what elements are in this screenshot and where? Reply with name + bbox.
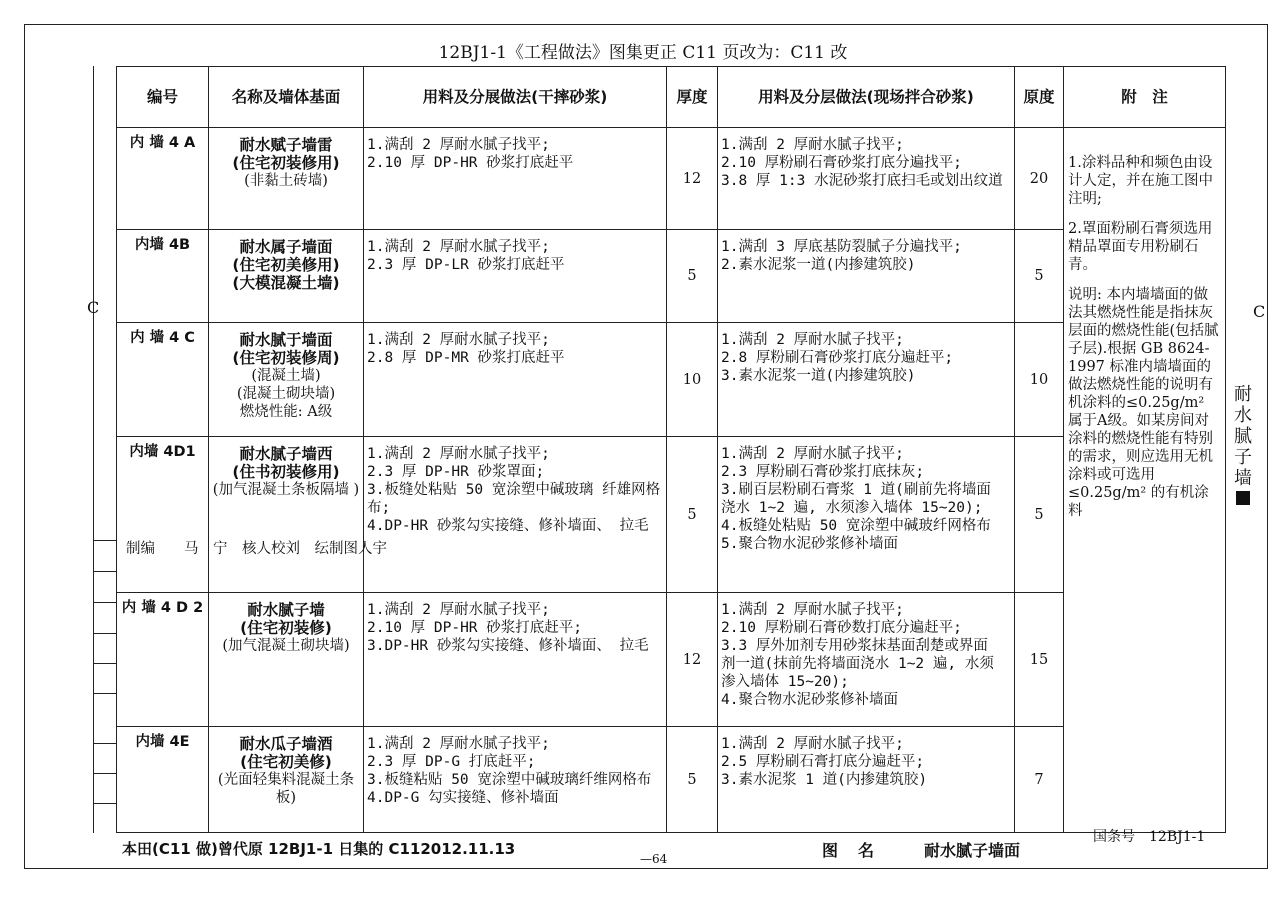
row-name-title: (住宅初装修) — [240, 619, 332, 637]
vertical-label-char: 耐 — [1234, 384, 1252, 405]
site-step: 3.8 厚 1:3 水泥砂浆打底扫毛或划出纹道 — [721, 173, 1003, 189]
dry-step: 3.板缝粘贴 50 宽涂塑中碱玻璃纤维网格布 — [367, 772, 652, 788]
row-code-text: 内墙 4B — [134, 237, 191, 253]
margin-tick — [93, 693, 117, 694]
row-thickness — [667, 323, 718, 437]
table-header-row — [117, 67, 1226, 128]
row-name-base: (混凝土砌块墙) — [236, 386, 336, 402]
row-name — [209, 323, 364, 437]
row-code-text: 内墙 4E — [135, 734, 190, 750]
row-site-method — [718, 128, 1015, 230]
note-paragraph: 1.涂料品种和频色由设计人定，并在施工图中注明; — [1068, 155, 1213, 207]
dry-step: 4.DP-HR 砂浆勾实接缝、修补墙面、 拉毛 — [367, 518, 649, 534]
row-thickness-2 — [1015, 128, 1064, 230]
thickness-value: 5 — [1034, 506, 1044, 523]
row-code — [117, 593, 209, 727]
dry-step: 2.8 厚 DP-MR 砂浆打底赶平 — [367, 350, 565, 366]
table-row — [117, 323, 1226, 437]
row-name — [209, 727, 364, 833]
header-notes: 附 注 — [1064, 67, 1226, 128]
row-site-method — [718, 230, 1015, 323]
margin-tick — [93, 540, 117, 541]
row-code-text: 内 墙 4 D 2 — [121, 600, 204, 616]
row-name-base: (光面轻集料混凝土条板) — [217, 772, 355, 806]
dry-step: 1.满刮 2 厚耐水腻子找平; — [367, 446, 550, 462]
row-code — [117, 323, 209, 437]
row-name-title: (住宅初美修用) — [232, 256, 340, 274]
row-thickness — [667, 437, 718, 593]
row-site-method — [718, 323, 1015, 437]
site-step: 5.聚合物水泥砂浆修补墙面 — [721, 536, 898, 552]
dry-step: 1.满刮 2 厚耐水腻子找平; — [367, 332, 550, 348]
footer-figure-name: 耐水腻子墙面 — [924, 841, 1021, 860]
row-name-base: (混凝土墙) — [251, 368, 321, 384]
binding-margin-line — [93, 66, 94, 833]
header-thickness: 厚度 — [667, 67, 718, 128]
row-thickness — [667, 128, 718, 230]
thickness-value: 20 — [1029, 170, 1049, 187]
page-title: 12BJ1-1《工程做法》图集更正 C11 页改为：C11 改 — [438, 43, 848, 63]
margin-tick — [93, 633, 117, 634]
row-name-title: 耐水腻子墙西 — [239, 445, 333, 463]
row-dry-method — [364, 727, 667, 833]
dry-step: 2.3 厚 DP-HR 砂浆罩面; — [367, 464, 545, 480]
footer-atlas-number: 国条号 12BJ1-1 — [1093, 829, 1206, 845]
thickness-value: 12 — [682, 170, 702, 187]
header-name: 名称及墙体基面 — [209, 67, 364, 128]
row-dry-method — [364, 230, 667, 323]
vertical-label — [1233, 384, 1253, 505]
site-step: 2.素水泥浆一道(内掺建筑胶) — [721, 257, 916, 273]
row-name-base: (非黏土砖墙) — [244, 173, 328, 189]
site-step: 1.满刮 3 厚底基防裂腻子分遍找平; — [721, 239, 962, 255]
margin-tick — [93, 743, 117, 744]
site-step: 4.板缝处粘贴 50 宽涂塑中碱玻纤网格布 — [721, 518, 991, 534]
table-row — [117, 230, 1226, 323]
row-name-base: 燃烧性能: A级 — [239, 404, 333, 420]
footer-note: 本田(C11 做)曾代原 12BJ1-1 日集的 C112012.11.13 — [122, 840, 516, 858]
site-step: 2.10 厚粉刷石膏砂数打底分遍赶平; — [721, 620, 962, 636]
header-code: 编号 — [117, 67, 209, 128]
dry-step: 3.板缝处粘贴 50 宽涂塑中碱玻璃 纤雄网格布; — [367, 482, 661, 516]
dry-step: 1.满刮 2 厚耐水腻子找平; — [367, 239, 550, 255]
notes-cell — [1064, 128, 1226, 833]
dry-step: 3.DP-HR 砂浆勾实接缝、修补墙面、 拉毛 — [367, 638, 649, 654]
row-code-text: 内墙 4D1 — [129, 444, 196, 460]
row-code — [117, 437, 209, 593]
dry-step: 1.满刮 2 厚耐水腻子找平; — [367, 736, 550, 752]
row-code-text: 内 墙 4 C — [130, 330, 195, 346]
row-name-title: (住宅初装修周) — [232, 349, 340, 367]
dry-step: 1.满刮 2 厚耐水腻子找平; — [367, 602, 550, 618]
site-step: 2.3 厚粉刷石膏砂浆打底抹灰; — [721, 464, 925, 480]
row-name-title: 耐水瓜子墙酒 — [239, 735, 333, 753]
site-step: 2.8 厚粉刷石膏砂浆打底分遍赶平; — [721, 350, 954, 366]
row-code — [117, 128, 209, 230]
table-row — [117, 727, 1226, 833]
row-name-title: 耐水腻子墙 — [247, 601, 325, 619]
row-thickness-2 — [1015, 727, 1064, 833]
footer-figure-label: 图 名 — [822, 841, 877, 860]
site-step: 1.满刮 2 厚耐水腻子找平; — [721, 736, 904, 752]
table-row — [117, 593, 1226, 727]
vertical-label-char: 墙 — [1234, 468, 1252, 489]
dry-step: 2.10 厚 DP-HR 砂浆打底赶平; — [367, 620, 582, 636]
row-code-text: 内 墙 4 A — [129, 135, 196, 151]
row-name-base: (加气混凝土条板隔墙 ) — [212, 482, 360, 498]
row-name — [209, 437, 364, 593]
site-step: 3.素水泥浆 1 道(内掺建筑胶) — [721, 772, 928, 788]
note-paragraph: 2.罩面粉刷石膏须选用精品罩面专用粉刷石 青。 — [1068, 221, 1213, 273]
vertical-label-char: 子 — [1234, 447, 1252, 468]
thickness-value: 10 — [1029, 371, 1049, 388]
row-site-method — [718, 727, 1015, 833]
thickness-value: 12 — [682, 651, 702, 668]
site-step: 1.满刮 2 厚耐水腻子找平; — [721, 332, 904, 348]
dry-step: 2.3 厚 DP-G 打底赶平; — [367, 754, 536, 770]
site-step: 1.满刮 2 厚耐水腻子找平; — [721, 137, 904, 153]
site-step: 4.聚合物水泥砂浆修补墙面 — [721, 692, 898, 708]
dry-step: 2.3 厚 DP-LR 砂浆打底赶平 — [367, 257, 565, 273]
row-code — [117, 230, 209, 323]
row-thickness-2 — [1015, 593, 1064, 727]
header-thickness-2: 原度 — [1015, 67, 1064, 128]
row-code — [117, 727, 209, 833]
site-step: 1.满刮 2 厚耐水腻子找平; — [721, 446, 904, 462]
thickness-value: 7 — [1034, 771, 1044, 788]
site-step: 2.10 厚粉刷石膏砂浆打底分遍找平; — [721, 155, 962, 171]
dry-step: 2.10 厚 DP-HR 砂浆打底赶平 — [367, 155, 574, 171]
page-number: —64 — [640, 852, 668, 866]
site-step: 3.3 厚外加剂专用砂浆抹基面刮楚或界面 剂一道(抹前先将墙面浇水 1~2 遍, 水须 渗入墙体 15~20); — [721, 638, 994, 690]
row-name-title: 耐水属子墙面 — [239, 238, 333, 256]
margin-tick — [93, 663, 117, 664]
site-step: 1.满刮 2 厚耐水腻子找平; — [721, 602, 904, 618]
row-dry-method — [364, 437, 667, 593]
margin-tick — [93, 602, 117, 603]
row-site-method — [718, 437, 1015, 593]
header-site-method: 用料及分层做法(现场拌合砂浆) — [718, 67, 1015, 128]
row-name-title: (大模混凝土墙) — [232, 274, 340, 292]
side-mark-left: C — [87, 298, 100, 317]
thickness-value: 5 — [687, 268, 697, 284]
row-dry-method — [364, 128, 667, 230]
row-dry-method — [364, 593, 667, 727]
thickness-value: 15 — [1029, 651, 1049, 668]
thickness-value: 5 — [687, 771, 697, 788]
row-name-title: (住宅初美修) — [240, 753, 332, 771]
row-name-base: (加气混凝土砌块墙) — [222, 638, 350, 654]
row-thickness — [667, 593, 718, 727]
side-mark-right: C — [1253, 302, 1266, 321]
dry-step: 1.满刮 2 厚耐水腻子找平; — [367, 137, 550, 153]
margin-tick — [93, 803, 117, 804]
thickness-value: 10 — [682, 371, 702, 388]
row-name-title: (住书初装修用) — [232, 463, 340, 481]
margin-tick — [93, 571, 117, 572]
site-step: 3.素水泥浆一道(内掺建筑胶) — [721, 368, 916, 384]
dry-step: 4.DP-G 勾实接缝、修补墙面 — [367, 790, 559, 806]
row-name — [209, 128, 364, 230]
table-row — [117, 437, 1226, 593]
row-site-method — [718, 593, 1015, 727]
vertical-label-char: 水 — [1234, 405, 1252, 426]
row-name-title: 耐水赋子墙雷 — [239, 136, 333, 154]
row-name — [209, 230, 364, 323]
construction-table — [116, 66, 1226, 833]
note-paragraph: 说明: 本内墙墙面的做法其燃烧性能是指抹灰层面的燃烧性能(包括腻子层).根据 GB 8624-1997 标准内墙墙面的做法燃烧性能的说明有机涂料的≤0.25g/m² 属于A级。如某房间对涂料的燃烧性能有特别的需求，则应选用无机涂料或可选用≤0.25g/m² 的有机涂料 — [1068, 287, 1219, 519]
signature-line: 制编 马 宁 核人校刘 纭制图人宇 — [126, 541, 387, 557]
row-thickness-2 — [1015, 230, 1064, 323]
header-dry-method: 用料及分展做法(干摔砂浆) — [364, 67, 667, 128]
row-thickness — [667, 230, 718, 323]
row-thickness — [667, 727, 718, 833]
row-thickness-2 — [1015, 323, 1064, 437]
site-step: 2.5 厚粉刷石膏打底分遍赶平; — [721, 754, 925, 770]
row-name-title: (住宅初装修用) — [232, 154, 340, 172]
site-step: 3.刷百层粉刷石膏浆 1 道(刷前先将墙面 浇水 1~2 遍, 水须渗入墙体 15~20); — [721, 482, 991, 516]
row-name-title: 耐水腻于墙面 — [239, 331, 333, 349]
thickness-value: 5 — [1034, 268, 1044, 284]
margin-tick — [93, 773, 117, 774]
table-row — [117, 128, 1226, 230]
row-thickness-2 — [1015, 437, 1064, 593]
black-square-icon — [1236, 491, 1250, 505]
row-dry-method — [364, 323, 667, 437]
vertical-label-char: 腻 — [1234, 426, 1252, 447]
thickness-value: 5 — [687, 506, 697, 523]
row-name — [209, 593, 364, 727]
